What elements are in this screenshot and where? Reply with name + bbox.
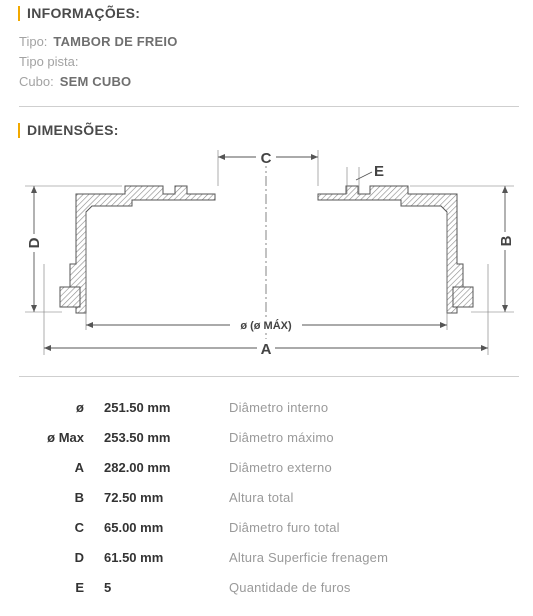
brake-drum-diagram	[0, 140, 533, 365]
spec-row	[0, 400, 533, 420]
dimensions-section-title	[18, 122, 119, 138]
info-row-type	[19, 34, 178, 49]
spec-symbol: E	[75, 580, 84, 595]
spec-description: Diâmetro furo total	[229, 520, 340, 535]
spec-value: 282.00 mm	[104, 460, 171, 475]
divider	[19, 376, 519, 377]
dim-d-arrow-bottom	[31, 305, 37, 312]
spec-description: Diâmetro interno	[229, 400, 329, 415]
accent-bar	[18, 6, 20, 21]
dim-diameter-arrow-left	[86, 322, 93, 328]
dim-diameter-arrow-right	[440, 322, 447, 328]
spec-row	[0, 550, 533, 570]
info-label: Tipo:	[19, 34, 48, 49]
spec-value: 251.50 mm	[104, 400, 171, 415]
spec-row	[0, 520, 533, 540]
drum-section-right	[318, 186, 463, 313]
spec-symbol: B	[74, 490, 84, 505]
spec-symbol: A	[74, 460, 84, 475]
dim-diameter-label: ø (ø MÁX)	[240, 320, 292, 332]
spec-value: 72.50 mm	[104, 490, 164, 505]
info-row-hub	[19, 74, 131, 89]
info-row-track-type	[19, 54, 85, 69]
spec-description: Quantidade de furos	[229, 580, 351, 595]
dim-e-label: E	[373, 163, 385, 180]
spec-value: 65.00 mm	[104, 520, 164, 535]
info-label: Tipo pista:	[19, 54, 79, 69]
info-title: INFORMAÇÕES:	[27, 5, 141, 21]
flange-left	[60, 287, 80, 307]
spec-description: Altura Superficie frenagem	[229, 550, 389, 565]
dim-a-arrow-left	[44, 345, 51, 351]
info-value: SEM CUBO	[59, 74, 132, 89]
dim-c-arrow-left	[218, 154, 225, 160]
info-section-title	[18, 5, 140, 21]
dim-d-label: D	[26, 237, 43, 249]
spec-symbol: C	[74, 520, 84, 535]
spec-description: Diâmetro externo	[229, 460, 332, 475]
dim-b-arrow-bottom	[502, 305, 508, 312]
spec-symbol: D	[74, 550, 84, 565]
dim-c-arrow-right	[311, 154, 318, 160]
flange-right	[453, 287, 473, 307]
spec-value: 61.50 mm	[104, 550, 164, 565]
dim-a-label: A	[260, 341, 272, 358]
accent-bar	[18, 123, 20, 138]
dim-d-arrow-top	[31, 186, 37, 193]
spec-row	[0, 490, 533, 510]
spec-symbol: ø Max	[47, 430, 84, 445]
dim-b-label: B	[498, 235, 515, 247]
spec-symbol: ø	[76, 400, 84, 415]
divider	[19, 106, 519, 107]
spec-row	[0, 430, 533, 450]
spec-description: Altura total	[229, 490, 294, 505]
spec-value: 5	[104, 580, 112, 595]
dim-a-arrow-right	[481, 345, 488, 351]
drum-section-left	[70, 186, 215, 313]
dim-b-arrow-top	[502, 186, 508, 193]
dimensions-title: DIMENSÕES:	[27, 122, 119, 138]
info-label: Cubo:	[19, 74, 54, 89]
info-value: TAMBOR DE FREIO	[53, 34, 178, 49]
spec-value: 253.50 mm	[104, 430, 171, 445]
spec-row	[0, 580, 533, 600]
dim-c-label: C	[260, 150, 272, 167]
spec-row	[0, 460, 533, 480]
dim-e-leader	[356, 172, 372, 180]
spec-description: Diâmetro máximo	[229, 430, 334, 445]
